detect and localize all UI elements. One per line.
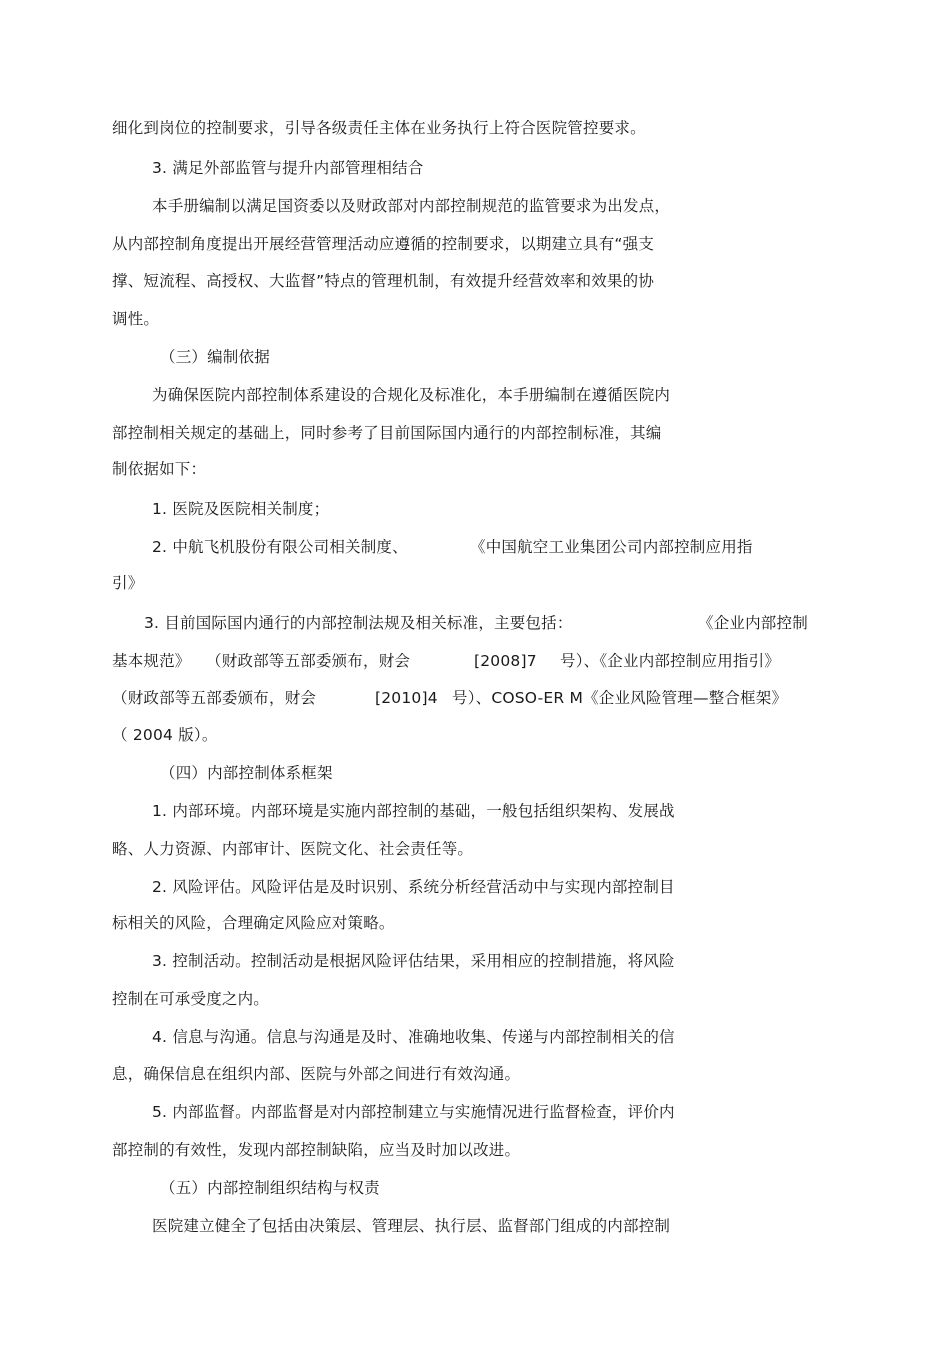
paragraph-line: 部控制相关规定的基础上，同时参考了目前国际国内通行的内部控制标准，其编 — [112, 424, 662, 442]
list-item: 3. 控制活动。控制活动是根据风险评估结果，采用相应的控制措施，将风险 — [152, 952, 675, 970]
list-item-fragment: 号）、COSO-ER M《企业风险管理—整合框架》 — [452, 689, 788, 707]
list-item-fragment: （财政部等五部委颁布，财会 — [206, 652, 411, 670]
list-item-fragment: 《企业内部控制 — [698, 614, 808, 632]
list-item-continuation: 基本规范》 — [112, 652, 191, 670]
list-item-continuation: 控制在可承受度之内。 — [112, 990, 270, 1008]
section-heading: （四）内部控制体系框架 — [160, 764, 333, 782]
list-item: 3. 目前国际国内通行的内部控制法规及相关标准，主要包括： — [144, 614, 573, 632]
paragraph-line: 制依据如下： — [112, 460, 207, 478]
list-item: 5. 内部监督。内部监督是对内部控制建立与实施情况进行监督检查，评价内 — [152, 1103, 675, 1121]
section-heading: （五）内部控制组织结构与权责 — [160, 1179, 380, 1197]
list-item: 4. 信息与沟通。信息与沟通是及时、准确地收集、传递与内部控制相关的信 — [152, 1028, 675, 1046]
list-item: 2. 中航飞机股份有限公司相关制度、 — [152, 538, 408, 556]
list-item: 1. 内部环境。内部环境是实施内部控制的基础，一般包括组织架构、发展战 — [152, 802, 675, 820]
paragraph-line: 从内部控制角度提出开展经营管理活动应遵循的控制要求，以期建立具有“强支 — [112, 235, 655, 253]
list-item-continuation: 部控制的有效性，发现内部控制缺陷，应当及时加以改进。 — [112, 1141, 521, 1159]
paragraph-line: 为确保医院内部控制体系建设的合规化及标准化，本手册编制在遵循医院内 — [152, 386, 671, 404]
list-item-continuation: 标相关的风险，合理确定风险应对策略。 — [112, 914, 395, 932]
section-heading: （三）编制依据 — [160, 348, 270, 366]
list-item-continuation: （ 2004 版）。 — [112, 726, 218, 744]
list-item: 1. 医院及医院相关制度； — [152, 500, 330, 518]
paragraph-line: 细化到岗位的控制要求，引导各级责任主体在业务执行上符合医院管控要求。 — [112, 119, 646, 137]
paragraph-line: 医院建立健全了包括由决策层、管理层、执行层、监督部门组成的内部控制 — [152, 1217, 671, 1235]
list-item-fragment: [2008]7 — [474, 652, 537, 670]
paragraph-line: 调性。 — [112, 310, 160, 328]
paragraph-line: 撑、短流程、高授权、大监督”特点的管理机制，有效提升经营效率和效果的协 — [112, 272, 655, 290]
list-item-fragment: 《中国航空工业集团公司内部控制应用指 — [470, 538, 753, 556]
list-item-fragment: [2010]4 — [375, 689, 438, 707]
list-item-continuation: （财政部等五部委颁布，财会 — [112, 689, 317, 707]
paragraph-line: 本手册编制以满足国资委以及财政部对内部控制规范的监管要求为出发点， — [152, 197, 671, 215]
list-item-continuation: 息，确保信息在组织内部、医院与外部之间进行有效沟通。 — [112, 1065, 521, 1083]
list-item-continuation: 引》 — [112, 574, 144, 592]
subsection-heading: 3. 满足外部监管与提升内部管理相结合 — [152, 159, 424, 177]
list-item: 2. 风险评估。风险评估是及时识别、系统分析经营活动中与实现内部控制目 — [152, 878, 675, 896]
list-item-continuation: 略、人力资源、内部审计、医院文化、社会责任等。 — [112, 840, 474, 858]
list-item-fragment: 号）、《企业内部控制应用指引》 — [560, 652, 781, 670]
